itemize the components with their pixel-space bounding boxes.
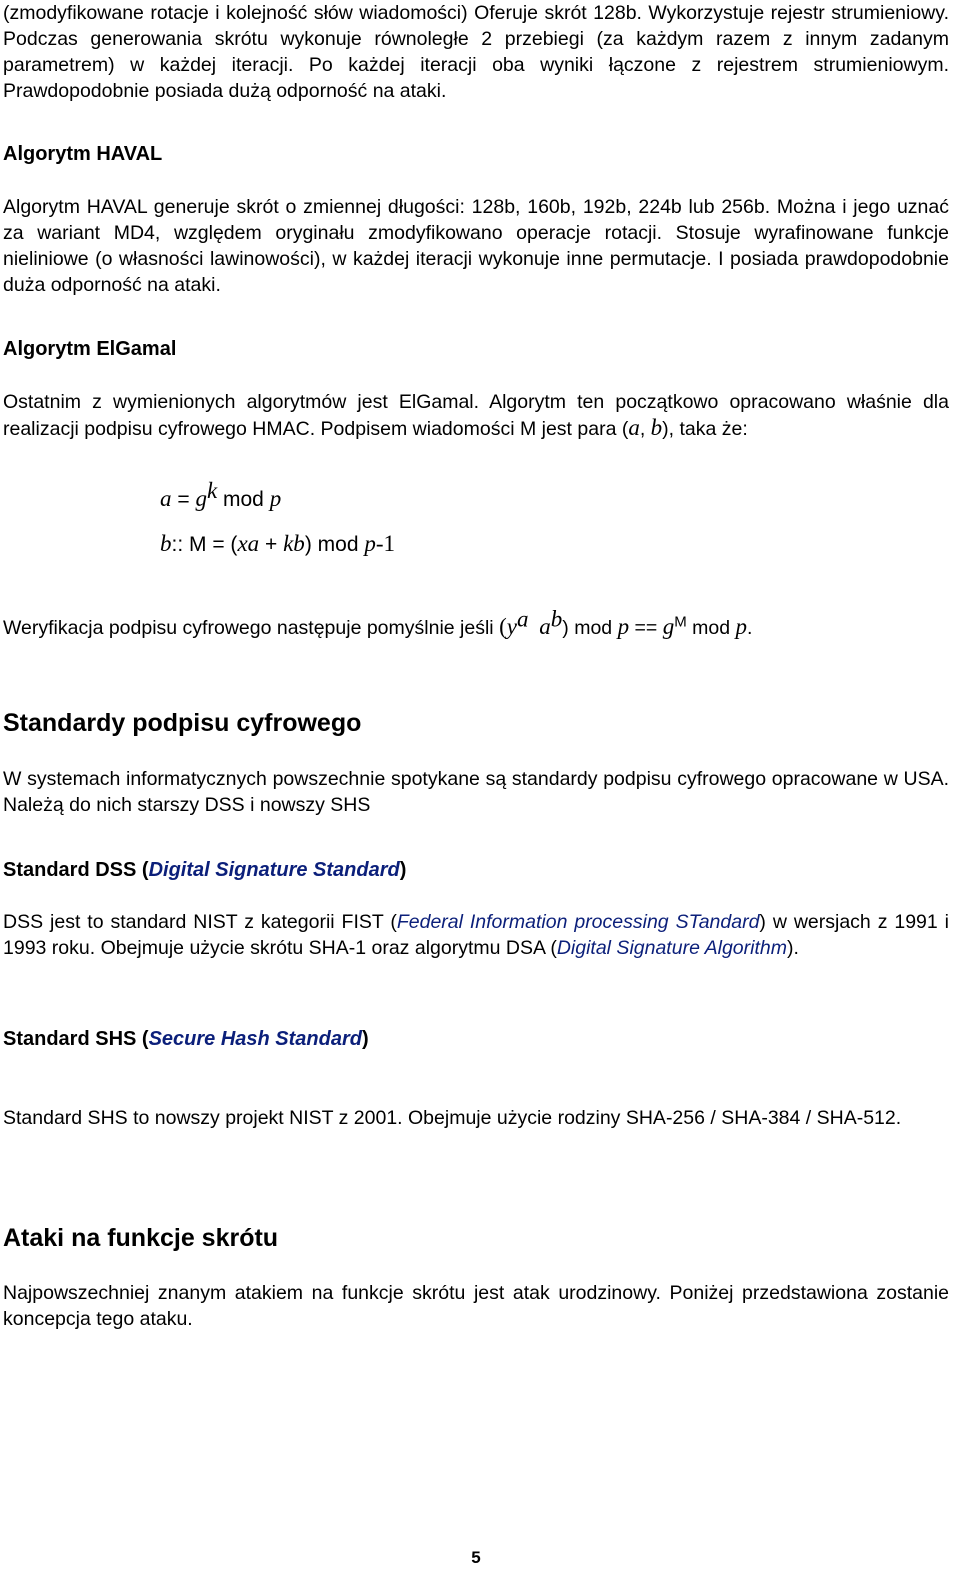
intro-paragraph: (zmodyfikowane rotacje i kolejność słów wiadomości) Oferuje skrót 128b. Wykorzystuje rejestr strumieniowy. Podczas generowania skrótu wykonuje równoległe 2 przebiegi (za każdym razem z innym zadanym parametrem) w każdej iteracji. Po każdej iteracji oba wyniki łączone z rejestrem strumieniowym. Prawdopodobnie posiada dużą odporność na ataki. [3,2,949,102]
haval-paragraph: Algorytm HAVAL generuje skrót o zmiennej długości: 128b, 160b, 192b, 224b lub 256b. Można i jego uznać za wariant MD4, względem oryginału zmodyfikowano operacje rotacji. Stosuje wyrafinowane funkcje nieliniowe (o własności lawinowości), w każdej iteracji wykonuje inne permutacje. I posiada prawdopodobnie duża odporność na ataki. [3,196,949,296]
formula-b [160,529,395,560]
elgamal-text-before: Ostatnim z wymienionych algorytmów jest ElGamal. Algorytm ten początkowo opracowano właśnie dla realizacji podpisu cyfrowego HMAC. Podpisem wiadomości M jest para ( [3,391,949,440]
dss-text-1: DSS jest to standard NIST z kategorii FIST ( [3,911,397,933]
verification-sup-b: b [550,606,563,632]
dss-paragraph [3,909,949,961]
standards-heading: Standardy podpisu cyfrowego [3,709,362,737]
elgamal-var-b: b [650,415,663,440]
formula-b-mod: ) mod [304,533,365,556]
elgamal-comma: , [639,418,651,440]
shs-heading-suffix: ) [362,1028,369,1050]
formula-b-xa: xa [237,531,260,556]
dss-link-fips[interactable]: Federal Information processing STandard [396,911,760,933]
formula-b-kb: kb [283,531,305,556]
dss-heading [3,857,949,883]
formula-a-g: g [195,486,207,511]
haval-heading: Algorytm HAVAL [3,143,163,165]
formula-a-eq: = [171,488,196,511]
elgamal-heading: Algorytm ElGamal [3,338,177,360]
formula-b-var: b [160,531,172,556]
dss-heading-link[interactable]: Digital Signature Standard [148,859,400,881]
verification-a: a [539,614,551,639]
shs-heading-link[interactable]: Secure Hash Standard [148,1028,362,1050]
attacks-heading: Ataki na funkcje skrótu [3,1224,279,1252]
formula-b-minus-one: -1 [375,531,395,556]
dss-text-2: ) w wersjach z 1991 i 1993 roku. Obejmuje użycie skrótu SHA-1 oraz algorytmu DSA ( [3,911,949,959]
verification-sup-a: a [516,606,529,632]
formula-a-var: a [160,486,172,511]
verification-text: Weryfikacja podpisu cyfrowego następuje pomyślnie jeśli [3,617,500,639]
formula-a-mod: mod [217,488,270,511]
dss-heading-suffix: ) [399,859,407,881]
formula-a [160,478,282,515]
formula-a-p: p [269,486,282,511]
verification-p: p [617,614,630,639]
verification-y: y [506,614,517,639]
verification-line [3,606,949,641]
verification-dot: . [746,617,753,639]
document-page [3,0,949,1571]
verification-p2: p [735,614,747,639]
verification-g: g [662,614,675,639]
elgamal-var-a: a [628,415,640,440]
dss-link-dsa[interactable]: Digital Signature Algorithm [556,937,787,959]
verification-eqeq: == [629,617,663,639]
verification-sup-m: M [674,613,687,631]
attacks-paragraph: Najpowszechniej znanym atakiem na funkcje skrótu jest atak urodzinowy. Poniżej przedstawiona zostanie koncepcja tego ataku. [3,1282,949,1330]
dss-text-3: ). [786,937,799,959]
standards-paragraph: W systemach informatycznych powszechnie spotykane są standardy podpisu cyfrowego opracowane w USA. Należą do nich starszy DSS i nowszy SHS [3,768,949,816]
elgamal-paragraph [3,389,949,442]
verification-close-mod: ) mod [562,617,618,639]
formula-b-p: p [364,531,376,556]
page-number: 5 [471,1548,481,1567]
verification-open: ( [499,614,507,639]
shs-paragraph: Standard SHS to nowszy projekt NIST z 2001. Obejmuje użycie rodziny SHA-256 / SHA-384 / SHA-512. [3,1107,902,1129]
shs-heading [3,1026,949,1052]
shs-heading-prefix: Standard SHS ( [3,1028,149,1050]
formula-b-plus: + [259,533,284,556]
elgamal-text-after: ), taka że: [662,418,748,440]
formula-b-sep: :: M = ( [171,533,238,556]
formula-a-k: k [206,478,218,503]
dss-heading-prefix: Standard DSS ( [3,859,149,881]
verification-mod: mod [686,617,736,639]
